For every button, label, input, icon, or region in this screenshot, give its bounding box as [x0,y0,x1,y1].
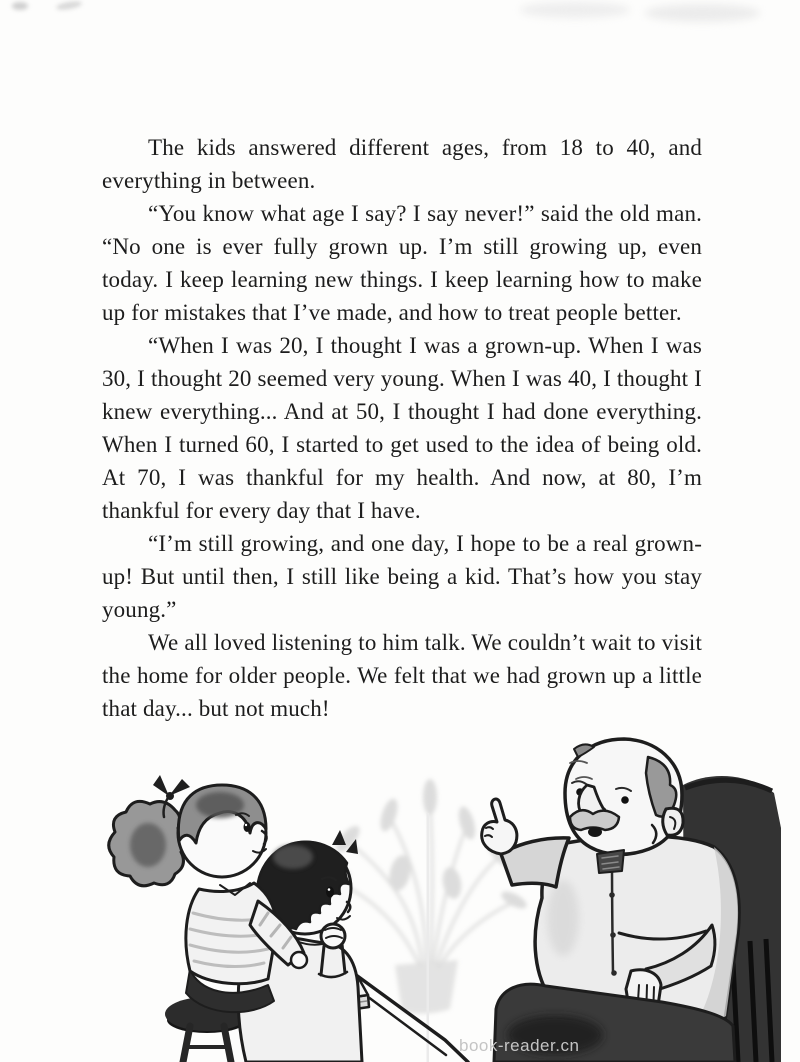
scan-smudge [645,4,760,22]
girl-hand [291,952,307,968]
scan-smudge [520,2,630,18]
story-text [102,131,702,725]
scan-smudge [12,2,28,10]
illustration-kids-and-old-man [100,733,790,1062]
illustration-drawing [100,733,790,1062]
boy-eye [326,887,334,898]
girl-eye [244,822,251,832]
old-man-pointing-hand [482,799,517,854]
story-paragraph: “I’m still growing, and one day, I hope to be a real grown-up! But until then, I still like being a kid. That’s how you stay young.” [102,531,702,622]
scan-smudge [56,0,83,11]
watermark-text: book-reader.cn [459,1036,580,1055]
story-paragraph: The kids answered different ages, from 18 to 40, and everything in between. [102,135,702,193]
old-man-ear [663,808,683,835]
story-paragraph: “When I was 20, I thought I was a grown-up. When I was 30, I thought 20 seemed very young. When I was 40, I thought I knew everything... And at 50, I thought I had done everything. When I turned 60, I started to get used to the idea of being old. At 70, I was thankful for my health. And now, at 80, I’m thankful for every day that I have. [102,333,702,523]
story-paragraph: We all loved listening to him talk. We couldn’t wait to visit the home for older people. We felt that we had grown up a little that day... but not much! [102,630,702,721]
story-paragraph: “You know what age I say? I say never!” said the old man. “No one is ever fully grown up. I’m still growing up, even today. I keep learning new things. I keep learning how to make up for mistakes that I’ve made, and how to treat people better. [102,201,702,325]
old-man-eye [621,796,629,804]
old-man-mouth [588,827,602,837]
old-man-tie [597,850,624,873]
